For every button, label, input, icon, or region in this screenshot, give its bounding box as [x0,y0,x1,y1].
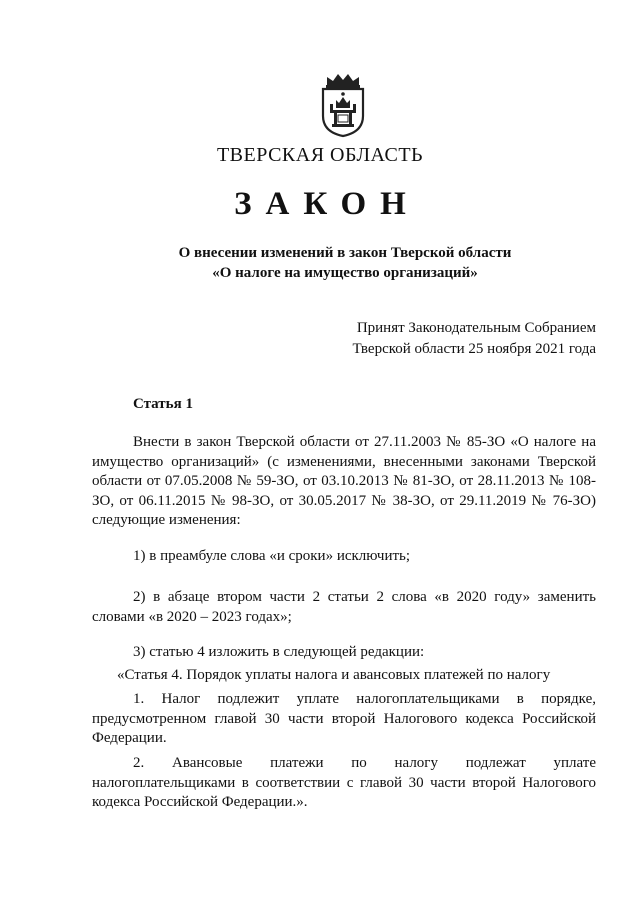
law-subject [0,243,640,283]
article-heading: Статья 1 [133,396,193,412]
document-title: ЗАКОН [234,186,420,222]
law-subject-line-2: «О налоге на имущество организаций» [212,265,478,281]
new-article-part-1: 1. Налог подлежит уплате налогоплательщиками в порядке, предусмотренном главой 30 части второй Налогового кодекса Российской Федерации. [92,691,596,746]
region-name: ТВЕРСКАЯ ОБЛАСТЬ [216,144,424,166]
adoption-note [353,318,596,360]
new-article-heading: «Статья 4. Порядок уплаты налога и авансовых платежей по налогу [117,667,551,683]
new-article-part-2: 2. Авансовые платежи по налогу подлежат уплате налогоплательщиками в соответствии с главой 30 части второй Налогового кодекса Российской Федерации.». [92,755,596,810]
adoption-line-1: Принят Законодательным Собранием [356,320,596,336]
article-intro-paragraph: Внести в закон Тверской области от 27.11.2003 № 85-ЗО «О налоге на имущество организаций» (с изменениями, внесенными законами Тверской области от 07.05.2008 № 59-ЗО, от 03.10.2013 № 81-ЗО, от 28.11.2013 № 108-ЗО, от 06.11.2015 № 98-ЗО, от 30.05.2017 № 38-ЗО, от 29.11.2019 № 76-ЗО) следующие изменения: [92,434,596,528]
adoption-line-2: Тверской области 25 ноября 2021 года [352,341,596,357]
law-subject-line-1: О внесении изменений в закон Тверской области [178,245,512,261]
amendment-item-3: 3) статью 4 изложить в следующей редакции: [133,644,425,660]
amendment-item-2: 2) в абзаце втором части 2 статьи 2 слова «в 2020 году» заменить словами «в 2020 – 2023 годах»; [92,589,596,625]
tver-coat-of-arms-icon [318,72,368,138]
amendment-item-1: 1) в преамбуле слова «и сроки» исключить; [133,548,411,564]
